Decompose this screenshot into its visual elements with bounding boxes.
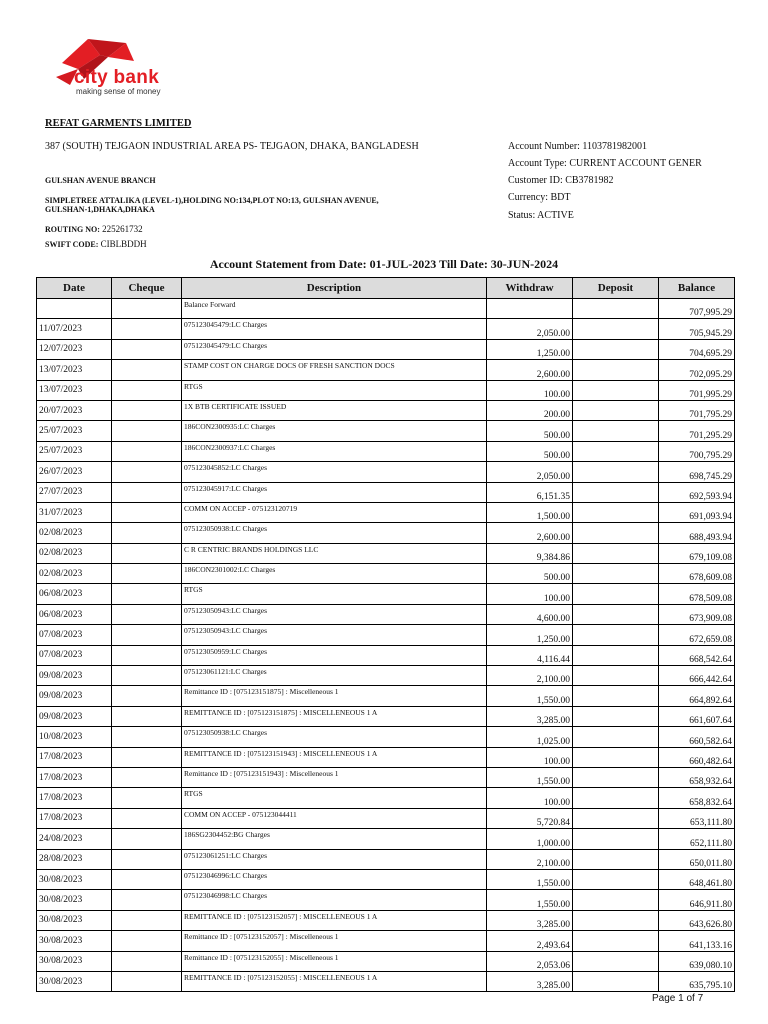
column-header-description: Description xyxy=(182,278,487,299)
cell-balance: 688,493.94 xyxy=(659,523,735,543)
cell-description: 075123046996:LC Charges xyxy=(182,869,487,889)
cell-date: 28/08/2023 xyxy=(37,849,112,869)
cell-cheque xyxy=(112,502,182,522)
table-row xyxy=(37,727,735,747)
cell-description: 075123045917:LC Charges xyxy=(182,482,487,502)
cell-date: 31/07/2023 xyxy=(37,502,112,522)
cell-date: 02/08/2023 xyxy=(37,543,112,563)
cell-balance: 691,093.94 xyxy=(659,502,735,522)
cell-withdraw: 200.00 xyxy=(487,400,573,420)
cell-balance: 646,911.80 xyxy=(659,890,735,910)
cell-balance: 700,795.29 xyxy=(659,441,735,461)
bank-tagline: making sense of money xyxy=(76,87,161,96)
table-row xyxy=(37,339,735,359)
cell-date: 25/07/2023 xyxy=(37,421,112,441)
column-header-cheque: Cheque xyxy=(112,278,182,299)
cell-withdraw: 6,151.35 xyxy=(487,482,573,502)
cell-withdraw: 1,550.00 xyxy=(487,869,573,889)
column-header-date: Date xyxy=(37,278,112,299)
cell-cheque xyxy=(112,808,182,828)
cell-withdraw: 500.00 xyxy=(487,421,573,441)
cell-deposit xyxy=(573,686,659,706)
table-row xyxy=(37,380,735,400)
cell-balance: 658,932.64 xyxy=(659,767,735,787)
cell-cheque xyxy=(112,890,182,910)
cell-withdraw: 4,116.44 xyxy=(487,645,573,665)
cell-withdraw: 2,100.00 xyxy=(487,666,573,686)
cell-date: 13/07/2023 xyxy=(37,380,112,400)
cell-description: COMM ON ACCEP - 075123044411 xyxy=(182,808,487,828)
cell-description: 075123050943:LC Charges xyxy=(182,604,487,624)
cell-date: 27/07/2023 xyxy=(37,482,112,502)
cell-cheque xyxy=(112,482,182,502)
cell-date: 02/08/2023 xyxy=(37,523,112,543)
cell-date: 07/08/2023 xyxy=(37,645,112,665)
routing-value: 225261732 xyxy=(102,224,143,234)
table-row xyxy=(37,951,735,971)
statement-rows xyxy=(37,299,735,992)
bank-name: city bank xyxy=(74,67,160,88)
cell-withdraw: 2,053.06 xyxy=(487,951,573,971)
routing-label: ROUTING NO: xyxy=(45,225,100,234)
table-row xyxy=(37,747,735,767)
cell-date: 09/08/2023 xyxy=(37,686,112,706)
table-row xyxy=(37,706,735,726)
cell-date: 07/08/2023 xyxy=(37,625,112,645)
cell-withdraw: 2,100.00 xyxy=(487,849,573,869)
cell-cheque xyxy=(112,319,182,339)
cell-cheque xyxy=(112,869,182,889)
cell-cheque xyxy=(112,462,182,482)
table-row xyxy=(37,502,735,522)
cell-description: COMM ON ACCEP - 075123120719 xyxy=(182,502,487,522)
cell-balance: 705,945.29 xyxy=(659,319,735,339)
column-header-deposit: Deposit xyxy=(573,278,659,299)
cell-deposit xyxy=(573,849,659,869)
cell-deposit xyxy=(573,971,659,991)
cell-date: 30/08/2023 xyxy=(37,890,112,910)
table-row xyxy=(37,910,735,930)
cell-cheque xyxy=(112,421,182,441)
cell-description: RTGS xyxy=(182,380,487,400)
table-row xyxy=(37,788,735,808)
company-address: 387 (SOUTH) TEJGAON INDUSTRIAL AREA PS- TEJGAON, DHAKA, BANGLADESH xyxy=(45,141,419,152)
table-row xyxy=(37,931,735,951)
cell-cheque xyxy=(112,666,182,686)
cell-balance: 701,995.29 xyxy=(659,380,735,400)
cell-balance: 672,659.08 xyxy=(659,625,735,645)
cell-deposit xyxy=(573,441,659,461)
table-row xyxy=(37,421,735,441)
cell-deposit xyxy=(573,890,659,910)
cell-withdraw: 5,720.84 xyxy=(487,808,573,828)
cell-description: Remittance ID : [075123152055] : Miscelleneous 1 xyxy=(182,951,487,971)
cell-cheque xyxy=(112,829,182,849)
cell-deposit xyxy=(573,931,659,951)
table-row xyxy=(37,971,735,991)
swift-label: SWIFT CODE: xyxy=(45,240,99,249)
cell-date: 30/08/2023 xyxy=(37,951,112,971)
cell-date: 09/08/2023 xyxy=(37,706,112,726)
cell-deposit xyxy=(573,400,659,420)
table-row xyxy=(37,645,735,665)
company-name: REFAT GARMENTS LIMITED xyxy=(45,118,192,129)
cell-withdraw: 3,285.00 xyxy=(487,971,573,991)
cell-description: 186CON2300937:LC Charges xyxy=(182,441,487,461)
cell-balance: 707,995.29 xyxy=(659,299,735,319)
cell-withdraw: 2,050.00 xyxy=(487,462,573,482)
cell-balance: 673,909.08 xyxy=(659,604,735,624)
table-row xyxy=(37,400,735,420)
cell-balance: 701,295.29 xyxy=(659,421,735,441)
routing-number xyxy=(45,224,143,234)
cell-deposit xyxy=(573,625,659,645)
cell-balance: 660,582.64 xyxy=(659,727,735,747)
cell-description: 075123050959:LC Charges xyxy=(182,645,487,665)
cell-cheque xyxy=(112,360,182,380)
cell-deposit xyxy=(573,747,659,767)
cell-deposit xyxy=(573,727,659,747)
table-row xyxy=(37,360,735,380)
cell-deposit xyxy=(573,502,659,522)
cell-description: REMITTANCE ID : [075123151943] : MISCELLENEOUS 1 A xyxy=(182,747,487,767)
cell-date: 06/08/2023 xyxy=(37,604,112,624)
cell-withdraw: 100.00 xyxy=(487,747,573,767)
swift-value: CIBLBDDH xyxy=(100,239,147,249)
cell-balance: 704,695.29 xyxy=(659,339,735,359)
cell-deposit xyxy=(573,339,659,359)
customer-id: Customer ID: CB3781982 xyxy=(508,175,614,186)
cell-deposit xyxy=(573,788,659,808)
cell-deposit xyxy=(573,829,659,849)
cell-withdraw: 2,600.00 xyxy=(487,360,573,380)
cell-balance: 660,482.64 xyxy=(659,747,735,767)
cell-description: 075123045479:LC Charges xyxy=(182,319,487,339)
cell-cheque xyxy=(112,727,182,747)
page-number: Page 1 of 7 xyxy=(652,993,704,1004)
cell-withdraw: 500.00 xyxy=(487,441,573,461)
cell-cheque xyxy=(112,747,182,767)
city-bank-logo xyxy=(48,33,200,99)
cell-cheque xyxy=(112,971,182,991)
cell-balance: 702,095.29 xyxy=(659,360,735,380)
cell-date: 30/08/2023 xyxy=(37,910,112,930)
currency: Currency: BDT xyxy=(508,192,571,203)
table-row xyxy=(37,890,735,910)
cell-cheque xyxy=(112,686,182,706)
cell-date: 20/07/2023 xyxy=(37,400,112,420)
cell-balance: 698,745.29 xyxy=(659,462,735,482)
cell-description: 075123050938:LC Charges xyxy=(182,727,487,747)
cell-cheque xyxy=(112,625,182,645)
cell-cheque xyxy=(112,931,182,951)
table-row xyxy=(37,523,735,543)
cell-withdraw: 100.00 xyxy=(487,584,573,604)
cell-description: REMITTANCE ID : [075123152055] : MISCELLENEOUS 1 A xyxy=(182,971,487,991)
cell-cheque xyxy=(112,951,182,971)
cell-description: Remittance ID : [075123152057] : Miscelleneous 1 xyxy=(182,931,487,951)
statement-table xyxy=(36,277,735,992)
cell-cheque xyxy=(112,767,182,787)
cell-date: 25/07/2023 xyxy=(37,441,112,461)
cell-description: 075123050938:LC Charges xyxy=(182,523,487,543)
cell-description: RTGS xyxy=(182,788,487,808)
cell-description: Balance Forward xyxy=(182,299,487,319)
cell-withdraw: 1,500.00 xyxy=(487,502,573,522)
table-row xyxy=(37,441,735,461)
cell-cheque xyxy=(112,523,182,543)
cell-deposit xyxy=(573,808,659,828)
cell-date: 17/08/2023 xyxy=(37,747,112,767)
branch-address: SIMPLETREE ATTALIKA (LEVEL-1),HOLDING NO:134,PLOT NO:13, GULSHAN AVENUE, GULSHAN-1,DHAKA,DHAKA xyxy=(45,196,379,214)
cell-description: REMITTANCE ID : [075123151875] : MISCELLENEOUS 1 A xyxy=(182,706,487,726)
cell-cheque xyxy=(112,849,182,869)
cell-withdraw: 2,493.64 xyxy=(487,931,573,951)
cell-description: 075123045479:LC Charges xyxy=(182,339,487,359)
cell-description: 075123050943:LC Charges xyxy=(182,625,487,645)
cell-deposit xyxy=(573,910,659,930)
cell-deposit xyxy=(573,604,659,624)
cell-cheque xyxy=(112,706,182,726)
cell-date: 30/08/2023 xyxy=(37,931,112,951)
cell-cheque xyxy=(112,380,182,400)
table-row xyxy=(37,584,735,604)
cell-date: 26/07/2023 xyxy=(37,462,112,482)
table-row xyxy=(37,462,735,482)
cell-deposit xyxy=(573,645,659,665)
cell-deposit xyxy=(573,523,659,543)
table-row xyxy=(37,625,735,645)
cell-date: 17/08/2023 xyxy=(37,808,112,828)
cell-cheque xyxy=(112,604,182,624)
cell-date: 13/07/2023 xyxy=(37,360,112,380)
cell-balance: 692,593.94 xyxy=(659,482,735,502)
table-row xyxy=(37,604,735,624)
cell-withdraw: 4,600.00 xyxy=(487,604,573,624)
cell-description: RTGS xyxy=(182,584,487,604)
cell-date: 06/08/2023 xyxy=(37,584,112,604)
cell-description: 1X BTB CERTIFICATE ISSUED xyxy=(182,400,487,420)
cell-withdraw: 1,550.00 xyxy=(487,686,573,706)
cell-deposit xyxy=(573,584,659,604)
cell-date: 12/07/2023 xyxy=(37,339,112,359)
column-header-withdraw: Withdraw xyxy=(487,278,573,299)
cell-deposit xyxy=(573,543,659,563)
cell-date: 02/08/2023 xyxy=(37,564,112,584)
table-header-row xyxy=(37,278,735,299)
cell-balance: 701,795.29 xyxy=(659,400,735,420)
cell-cheque xyxy=(112,584,182,604)
cell-deposit xyxy=(573,767,659,787)
cell-balance: 678,509.08 xyxy=(659,584,735,604)
cell-cheque xyxy=(112,441,182,461)
cell-deposit xyxy=(573,299,659,319)
cell-balance: 668,542.64 xyxy=(659,645,735,665)
table-row xyxy=(37,808,735,828)
table-row xyxy=(37,319,735,339)
cell-balance: 652,111.80 xyxy=(659,829,735,849)
cell-cheque xyxy=(112,543,182,563)
cell-withdraw: 9,384.86 xyxy=(487,543,573,563)
cell-balance: 643,626.80 xyxy=(659,910,735,930)
branch-name: GULSHAN AVENUE BRANCH xyxy=(45,176,156,185)
cell-cheque xyxy=(112,910,182,930)
cell-deposit xyxy=(573,482,659,502)
cell-balance: 666,442.64 xyxy=(659,666,735,686)
cell-withdraw: 2,050.00 xyxy=(487,319,573,339)
cell-cheque xyxy=(112,299,182,319)
table-row xyxy=(37,482,735,502)
cell-balance: 678,609.08 xyxy=(659,564,735,584)
cell-description: 075123046998:LC Charges xyxy=(182,890,487,910)
column-header-balance: Balance xyxy=(659,278,735,299)
cell-balance: 653,111.80 xyxy=(659,808,735,828)
cell-description: Remittance ID : [075123151875] : Miscelleneous 1 xyxy=(182,686,487,706)
cell-balance: 679,109.08 xyxy=(659,543,735,563)
cell-withdraw: 2,600.00 xyxy=(487,523,573,543)
cell-withdraw: 100.00 xyxy=(487,380,573,400)
cell-balance: 641,133.16 xyxy=(659,931,735,951)
table-row xyxy=(37,299,735,319)
cell-cheque xyxy=(112,400,182,420)
table-row xyxy=(37,849,735,869)
cell-deposit xyxy=(573,869,659,889)
cell-balance: 650,011.80 xyxy=(659,849,735,869)
cell-withdraw: 100.00 xyxy=(487,788,573,808)
statement-title: Account Statement from Date: 01-JUL-2023 Till Date: 30-JUN-2024 xyxy=(209,257,559,271)
cell-date: 17/08/2023 xyxy=(37,788,112,808)
cell-withdraw: 1,250.00 xyxy=(487,625,573,645)
cell-description: REMITTANCE ID : [075123152057] : MISCELLENEOUS 1 A xyxy=(182,910,487,930)
cell-deposit xyxy=(573,319,659,339)
account-status: Status: ACTIVE xyxy=(508,210,574,221)
table-row xyxy=(37,543,735,563)
cell-deposit xyxy=(573,380,659,400)
cell-description: STAMP COST ON CHARGE DOCS OF FRESH SANCTION DOCS xyxy=(182,360,487,380)
cell-date: 30/08/2023 xyxy=(37,869,112,889)
table-row xyxy=(37,666,735,686)
cell-deposit xyxy=(573,951,659,971)
account-type: Account Type: CURRENT ACCOUNT GENER xyxy=(508,158,702,169)
cell-date xyxy=(37,299,112,319)
cell-withdraw: 500.00 xyxy=(487,564,573,584)
cell-withdraw: 1,025.00 xyxy=(487,727,573,747)
cell-date: 30/08/2023 xyxy=(37,971,112,991)
table-row xyxy=(37,767,735,787)
cell-description: C R CENTRIC BRANDS HOLDINGS LLC xyxy=(182,543,487,563)
cell-description: 075123045852:LC Charges xyxy=(182,462,487,482)
cell-description: 075123061121:LC Charges xyxy=(182,666,487,686)
cell-cheque xyxy=(112,339,182,359)
cell-cheque xyxy=(112,645,182,665)
cell-description: 186SG2304452:BG Charges xyxy=(182,829,487,849)
table-row xyxy=(37,829,735,849)
swift-code xyxy=(45,239,147,249)
cell-deposit xyxy=(573,666,659,686)
table-row xyxy=(37,564,735,584)
cell-deposit xyxy=(573,421,659,441)
cell-description: 186CON2301002:LC Charges xyxy=(182,564,487,584)
cell-balance: 661,607.64 xyxy=(659,706,735,726)
cell-description: 075123061251:LC Charges xyxy=(182,849,487,869)
cell-description: Remittance ID : [075123151943] : Miscelleneous 1 xyxy=(182,767,487,787)
cell-withdraw: 1,550.00 xyxy=(487,767,573,787)
table-row xyxy=(37,869,735,889)
cell-cheque xyxy=(112,564,182,584)
cell-date: 09/08/2023 xyxy=(37,666,112,686)
cell-balance: 639,080.10 xyxy=(659,951,735,971)
cell-date: 10/08/2023 xyxy=(37,727,112,747)
cell-balance: 648,461.80 xyxy=(659,869,735,889)
cell-deposit xyxy=(573,462,659,482)
cell-withdraw: 1,550.00 xyxy=(487,890,573,910)
cell-balance: 664,892.64 xyxy=(659,686,735,706)
cell-date: 17/08/2023 xyxy=(37,767,112,787)
cell-withdraw xyxy=(487,299,573,319)
cell-deposit xyxy=(573,564,659,584)
cell-deposit xyxy=(573,706,659,726)
cell-balance: 635,795.10 xyxy=(659,971,735,991)
cell-withdraw: 3,285.00 xyxy=(487,706,573,726)
cell-withdraw: 3,285.00 xyxy=(487,910,573,930)
cell-cheque xyxy=(112,788,182,808)
cell-date: 11/07/2023 xyxy=(37,319,112,339)
cell-withdraw: 1,000.00 xyxy=(487,829,573,849)
cell-description: 186CON2300935:LC Charges xyxy=(182,421,487,441)
table-row xyxy=(37,686,735,706)
cell-balance: 658,832.64 xyxy=(659,788,735,808)
account-number: Account Number: 1103781982001 xyxy=(508,141,648,152)
cell-deposit xyxy=(573,360,659,380)
cell-date: 24/08/2023 xyxy=(37,829,112,849)
cell-withdraw: 1,250.00 xyxy=(487,339,573,359)
